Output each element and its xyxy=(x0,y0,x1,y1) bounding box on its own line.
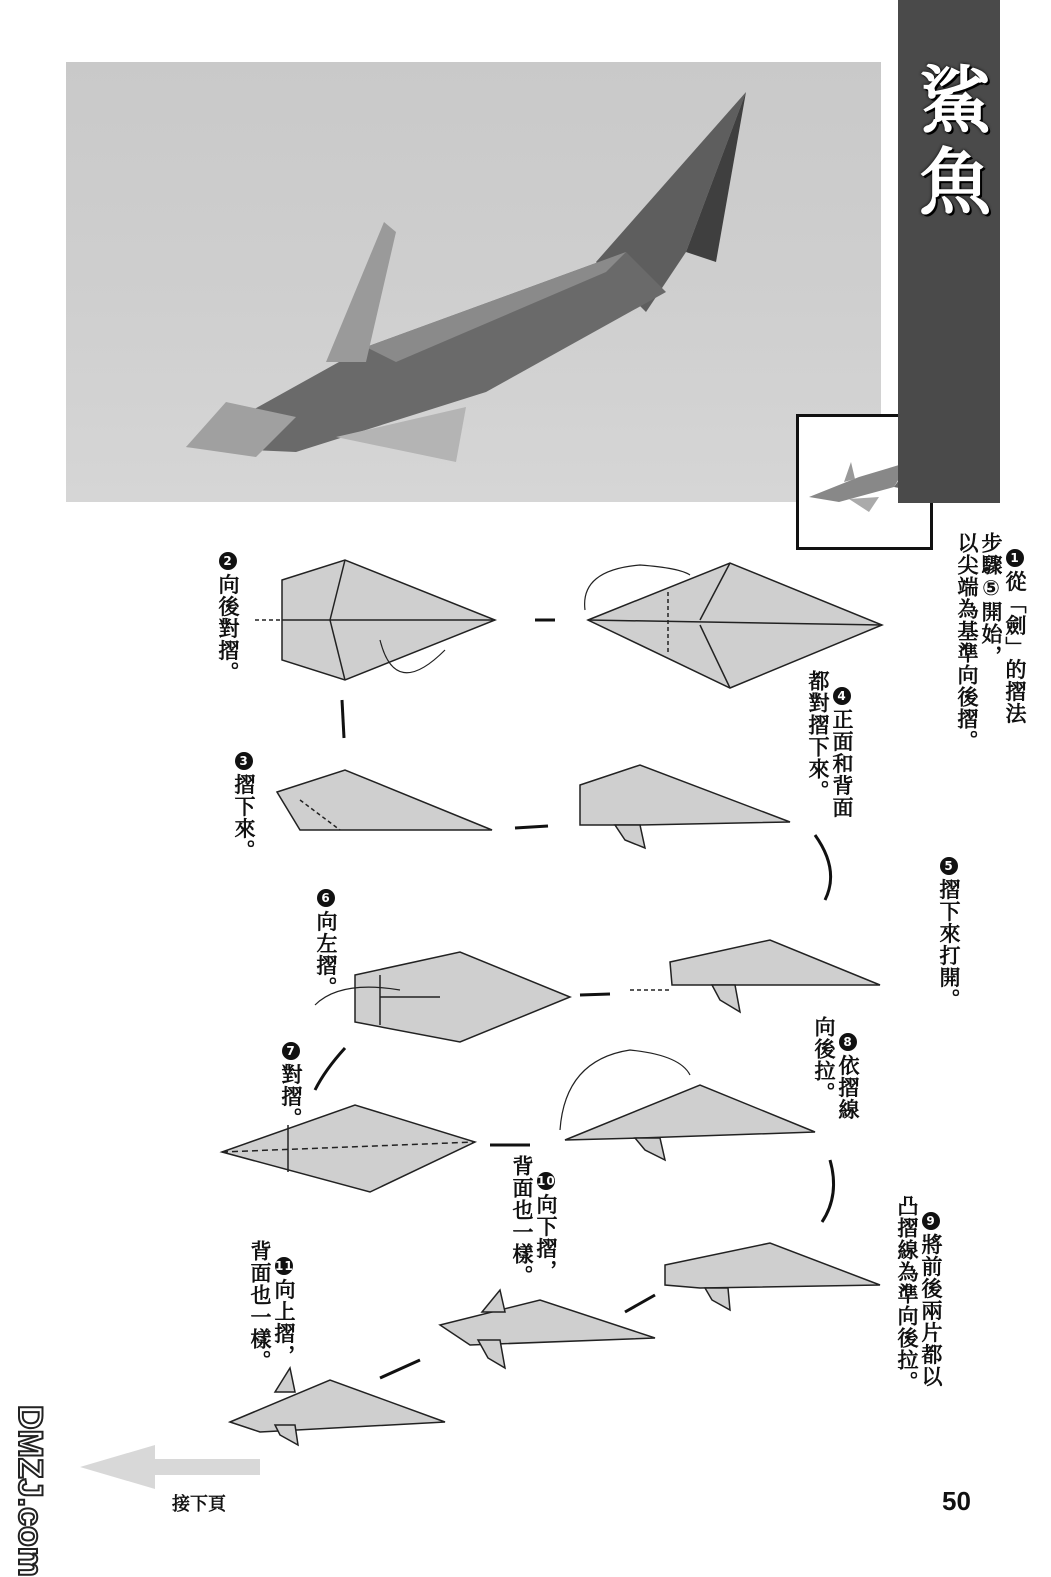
page-number: 50 xyxy=(942,1486,971,1516)
arrow-9-10 xyxy=(625,1295,655,1312)
diagram-step-6 xyxy=(355,952,570,1042)
diagram-step-7 xyxy=(222,1105,475,1192)
arrow-5-6 xyxy=(580,994,610,995)
arrow-3-4 xyxy=(515,826,548,828)
step-5-text: 5摺下來打開。 xyxy=(937,858,961,1011)
step-4-text: 4正面和背面 都對摺下來。 xyxy=(806,670,854,819)
diagram-step-3 xyxy=(277,770,492,830)
arrow-8-9 xyxy=(822,1160,834,1222)
arrow-10-11 xyxy=(380,1360,420,1378)
step-3-text: 3摺下來。 xyxy=(232,753,256,862)
step-11-text: 11向上摺， 背面也一樣。 xyxy=(248,1240,296,1372)
diagram-step-2 xyxy=(255,560,495,680)
arrow-4-5 xyxy=(815,835,831,900)
step-1-text: 1從「劍」的摺法 步驟⑤開始， 以尖端為基準向後摺。 xyxy=(955,532,1027,752)
page-title: 鯊魚 xyxy=(907,62,991,226)
diagram-step-10 xyxy=(440,1290,655,1368)
diagram-step-5 xyxy=(630,940,880,1012)
step-9-text: 9將前後兩片都以 凸摺線為準向後拉。 xyxy=(895,1195,943,1393)
next-page-label[interactable]: 接下頁 xyxy=(172,1494,226,1515)
diagram-step-11 xyxy=(230,1368,445,1445)
diagram-step-9 xyxy=(665,1243,880,1310)
step-10-text: 10向下摺， 背面也一樣。 xyxy=(510,1155,558,1287)
next-page-arrow[interactable] xyxy=(80,1445,260,1515)
diagram-step-8 xyxy=(565,1085,815,1160)
step-8-text: 8依摺線 向後拉。 xyxy=(812,1016,860,1121)
diagram-step-4 xyxy=(580,765,790,848)
arrow-2-3 xyxy=(342,700,344,738)
watermark: DMZJ.com xyxy=(11,1405,49,1577)
step-7-text: 7對摺。 xyxy=(279,1043,303,1130)
step-6-text: 6向左摺。 xyxy=(314,890,338,999)
step-2-text: 2向後對摺。 xyxy=(216,553,240,684)
arrow-left-icon xyxy=(80,1445,260,1495)
